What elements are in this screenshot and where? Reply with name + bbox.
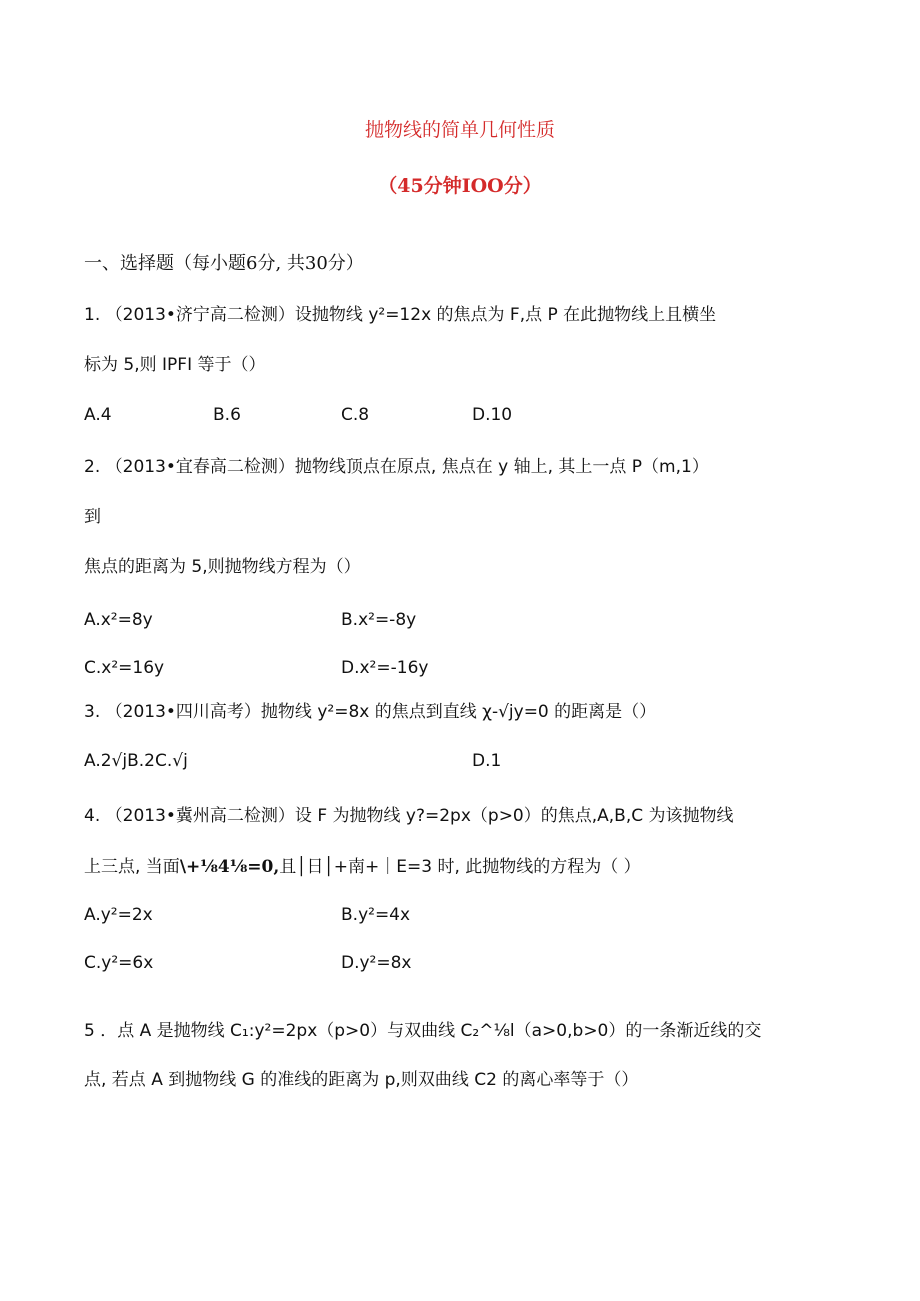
page-title: 抛物线的简单几何性质	[364, 119, 555, 141]
question-2-line-2: 到	[84, 507, 101, 527]
question-2-line-3: 焦点的距离为 5,则抛物线方程为（）	[84, 557, 361, 577]
page-subtitle: （45分钟IOO分）	[378, 175, 542, 197]
question-4-line-1: 4. （2013•冀州高二检测）设 F 为抛物线 y?=2px（p>0）的焦点,A,B,C 为该抛物线	[84, 806, 734, 826]
question-1-option-d: D.10	[472, 405, 513, 425]
question-2-option-a: A.x²=8y	[84, 610, 153, 630]
question-5-line-1: 5 ．点 A 是抛物线 C₁:y²=2px（p>0）与双曲线 C₂^⅛l（a>0,b>0）的一条渐近线的交	[84, 1021, 762, 1041]
question-3-options-abc: A.2√jB.2C.√j	[84, 751, 188, 771]
question-5-line-2: 点, 若点 A 到抛物线 G 的准线的距离为 p,则双曲线 C2 的离心率等于（）	[84, 1070, 639, 1090]
question-4-option-d: D.y²=8x	[341, 953, 412, 973]
question-3-option-d: D.1	[472, 751, 502, 771]
question-4-formula: \+⅛4⅛=0,	[179, 857, 280, 877]
question-1-option-c: C.8	[341, 405, 370, 425]
question-1-line-2: 标为 5,则 IPFI 等于（）	[84, 355, 266, 375]
question-4-line-2	[84, 855, 641, 879]
question-4-line-2-post: 且│日│+南+｜E=3 时, 此抛物线的方程为（ ）	[279, 857, 641, 877]
question-2-option-c: C.x²=16y	[84, 658, 165, 678]
question-2-option-d: D.x²=-16y	[341, 658, 429, 678]
question-1-line-1: 1. （2013•济宁高二检测）设抛物线 y²=12x 的焦点为 F,点 P 在此抛物线上且横坐	[84, 305, 717, 325]
question-3-line-1: 3. （2013•四川高考）抛物线 y²=8x 的焦点到直线 χ-√jy=0 的距离是（）	[84, 702, 657, 722]
question-2-option-b: B.x²=-8y	[341, 610, 417, 630]
question-4-line-2-pre: 上三点, 当面	[84, 857, 180, 877]
question-4-option-c: C.y²=6x	[84, 953, 154, 973]
question-2-line-1: 2. （2013•宜春高二检测）抛物线顶点在原点, 焦点在 y 轴上, 其上一点 P（m,1）	[84, 457, 709, 477]
question-4-option-a: A.y²=2x	[84, 905, 153, 925]
question-1-option-a: A.4	[84, 405, 112, 425]
section-heading: 一、选择题（每小题6分, 共30分）	[84, 253, 364, 274]
question-4-option-b: B.y²=4x	[341, 905, 411, 925]
question-1-option-b: B.6	[213, 405, 241, 425]
